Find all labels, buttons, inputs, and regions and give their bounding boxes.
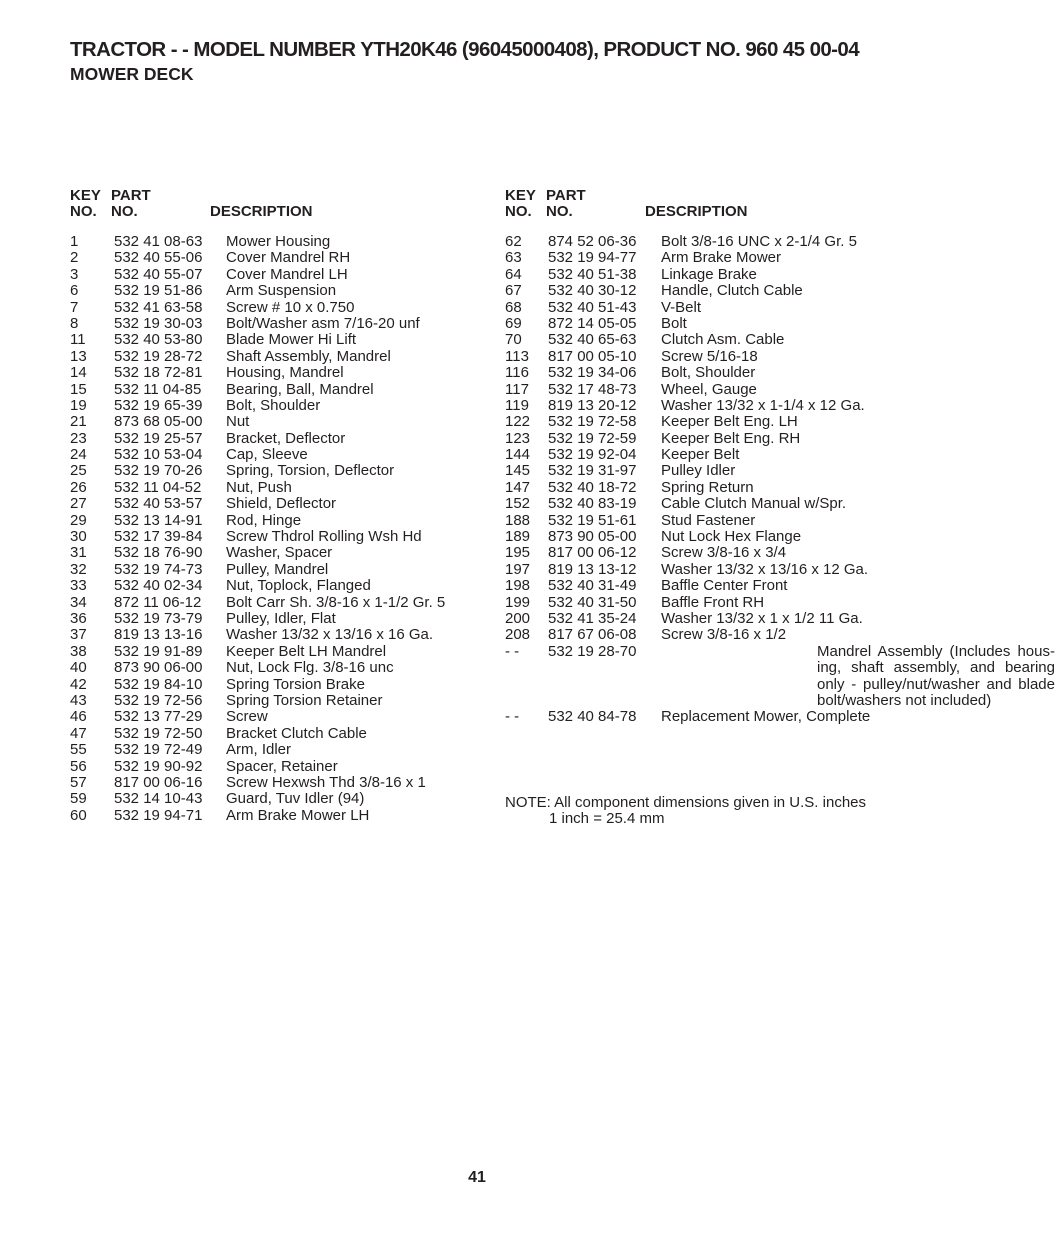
part-description: Arm, Idler [226,741,292,759]
key-number: 2 [70,249,79,267]
parts-row [505,611,905,627]
part-number: 817 00 06-12 [548,544,637,562]
parts-row [70,316,470,332]
key-number: 6 [70,282,79,300]
parts-row [505,250,905,266]
parts-row [70,726,470,742]
part-number: 532 19 90-92 [114,757,203,775]
part-description: Housing, Mandrel [226,364,344,382]
part-number: 819 13 13-16 [114,626,203,644]
part-number: 532 19 28-72 [114,347,203,365]
parts-row [505,267,905,283]
parts-row [70,513,470,529]
parts-list-right [505,187,1055,828]
part-number: 532 19 92-04 [548,446,637,464]
key-number: 199 [505,593,531,611]
dimensions-note [505,795,925,828]
parts-row [505,496,905,512]
description-header: DESCRIPTION [645,203,748,221]
parts-row [70,660,470,676]
part-number: 532 18 72-81 [114,364,203,382]
part-description: Spring Torsion Retainer [226,691,383,709]
key-number: 64 [505,265,522,283]
key-number: 47 [70,724,87,742]
part-number: 532 19 28-70 [548,642,637,660]
part-number: 532 40 55-06 [114,249,203,267]
parts-row [505,414,905,430]
part-description: Washer 13/32 x 13/16 x 16 Ga. [226,626,434,644]
key-number: 32 [70,560,87,578]
key-number: 36 [70,609,87,627]
part-number: 873 68 05-00 [114,413,203,431]
part-description: Nut [226,413,250,431]
part-number: 872 14 05-05 [548,314,637,332]
parts-row [70,480,470,496]
parts-row [505,300,905,316]
part-number: 532 19 94-77 [548,249,637,267]
part-number: 532 40 30-12 [548,282,637,300]
part-description: Spacer, Retainer [226,757,338,775]
parts-row [70,644,470,660]
parts-row [505,578,905,594]
parts-row [70,578,470,594]
part-number: 532 40 55-07 [114,265,203,283]
parts-row [70,447,470,463]
part-description: Pulley Idler [661,462,736,480]
part-number: 532 40 83-19 [548,495,637,513]
parts-row [70,562,470,578]
key-number: 26 [70,478,87,496]
key-number: 15 [70,380,87,398]
part-number: 532 17 39-84 [114,528,203,546]
key-number: 3 [70,265,79,283]
part-description: Arm Suspension [226,282,337,300]
part-description: Wheel, Gauge [661,380,757,398]
part-number: 532 19 31-97 [548,462,637,480]
parts-row [70,463,470,479]
parts-rows [505,233,1055,726]
key-number: 40 [70,659,87,677]
parts-row [70,300,470,316]
parts-row [505,283,905,299]
key-number: 60 [70,806,87,824]
part-number: 874 52 06-36 [548,233,637,250]
part-description: Clutch Asm. Cable [661,331,785,349]
parts-row [505,642,1055,710]
part-number: 532 40 53-57 [114,495,203,513]
part-description: Keeper Belt Eng. RH [661,429,801,447]
part-number: 532 19 25-57 [114,429,203,447]
part-header-line2: NO. [546,203,573,221]
parts-row [505,529,905,545]
parts-row [70,595,470,611]
parts-row [505,627,905,643]
key-number: 55 [70,741,87,759]
part-description: V-Belt [661,298,702,316]
key-header-line2: NO. [70,203,97,221]
key-number: 57 [70,773,87,791]
part-description: Bearing, Ball, Mandrel [226,380,374,398]
part-number: 532 40 65-63 [548,331,637,349]
key-number: 23 [70,429,87,447]
parts-row [70,709,470,725]
part-description: Washer 13/32 x 1 x 1/2 11 Ga. [661,609,863,627]
key-number: 69 [505,314,522,332]
part-number: 532 19 74-73 [114,560,203,578]
part-description: Screw [226,708,268,726]
part-number: 532 19 72-58 [548,413,637,431]
part-description: Stud Fastener [661,511,756,529]
part-number: 532 40 51-43 [548,298,637,316]
part-description: Screw # 10 x 0.750 [226,298,355,316]
part-description: Shield, Deflector [226,495,337,513]
key-number: 46 [70,708,87,726]
part-description: Keeper Belt LH Mandrel [226,642,387,660]
parts-row [70,759,470,775]
part-number: 532 19 51-61 [548,511,637,529]
parts-row [505,562,905,578]
part-description: Screw 3/8-16 x 3/4 [661,544,787,562]
key-number: 8 [70,314,79,332]
key-number: - - [505,642,520,660]
part-description: Replacement Mower, Complete [661,708,871,726]
parts-row [70,250,470,266]
part-description: Bolt, Shoulder [661,364,756,382]
part-number: 532 11 04-85 [114,380,202,398]
section-title: MOWER DECK [70,64,194,84]
parts-row [70,742,470,758]
part-number: 532 19 34-06 [548,364,637,382]
parts-row [70,414,470,430]
key-number: 198 [505,577,531,595]
part-number: 532 19 72-49 [114,741,203,759]
part-description: Bolt [661,314,687,332]
key-header-line2: NO. [505,203,532,221]
key-number: 145 [505,462,531,480]
part-number: 817 67 06-08 [548,626,637,644]
key-number: 188 [505,511,531,529]
parts-row [505,480,905,496]
part-number: 532 19 94-71 [114,806,203,824]
parts-row [505,513,905,529]
key-number: 42 [70,675,87,693]
parts-row [505,234,905,250]
parts-list-header [70,188,470,222]
part-number: 532 19 72-59 [548,429,637,447]
key-number: 34 [70,593,87,611]
part-number: 532 17 48-73 [548,380,637,398]
part-description: Bolt 3/8-16 UNC x 2-1/4 Gr. 5 [661,233,857,250]
key-number: 68 [505,298,522,316]
part-description: Cap, Sleeve [226,446,308,464]
part-description: Mandrel Assembly (Includes hous-ing, shaft assembly, and bearing only - pulley/nut/washer and blade bolt/washers not included) [817,642,1055,709]
parts-row [505,382,905,398]
part-description: Spring Return [661,478,754,496]
part-number: 873 90 06-00 [114,659,203,677]
part-number: 532 19 72-56 [114,691,203,709]
parts-row [505,398,905,414]
key-number: 29 [70,511,87,529]
part-number: 532 11 04-52 [114,478,202,496]
part-description: Bracket Clutch Cable [226,724,367,742]
key-number: 122 [505,413,531,431]
key-number: 1 [70,233,79,250]
parts-row [70,496,470,512]
part-number: 532 13 14-91 [114,511,203,529]
part-description: Baffle Center Front [661,577,788,595]
part-description: Bolt/Washer asm 7/16-20 unf [226,314,420,332]
parts-row [70,382,470,398]
key-number: 27 [70,495,87,513]
part-description: Mower Housing [226,233,331,250]
key-number: 37 [70,626,87,644]
parts-row [505,349,905,365]
parts-row [70,349,470,365]
part-number: 532 40 31-50 [548,593,637,611]
part-description: Cable Clutch Manual w/Spr. [661,495,847,513]
page-number: 41 [468,1169,486,1186]
part-number: 532 19 70-26 [114,462,203,480]
part-description: Linkage Brake [661,265,757,283]
key-number: 30 [70,528,87,546]
part-description: Nut, Push [226,478,292,496]
part-number: 532 19 84-10 [114,675,203,693]
part-description: Washer 13/32 x 13/16 x 12 Ga. [661,560,869,578]
part-description: Arm Brake Mower LH [226,806,370,824]
part-description: Shaft Assembly, Mandrel [226,347,391,365]
part-number: 532 40 51-38 [548,265,637,283]
part-description: Arm Brake Mower [661,249,782,267]
parts-row [70,398,470,414]
part-description: Screw Thdrol Rolling Wsh Hd [226,528,422,546]
part-number: 532 40 53-80 [114,331,203,349]
part-number: 532 40 84-78 [548,708,637,726]
part-number: 532 14 10-43 [114,790,203,808]
parts-row [505,316,905,332]
key-number: 62 [505,233,522,250]
key-number: 56 [70,757,87,775]
part-number: 817 00 05-10 [548,347,637,365]
parts-row [70,693,470,709]
key-number: 195 [505,544,531,562]
parts-row [70,611,470,627]
parts-row [70,677,470,693]
key-number: - - [505,708,520,726]
part-number: 817 00 06-16 [114,773,203,791]
part-number: 532 41 35-24 [548,609,637,627]
part-number: 819 13 20-12 [548,396,637,414]
key-number: 208 [505,626,531,644]
part-number: 532 13 77-29 [114,708,203,726]
key-number: 31 [70,544,87,562]
parts-row [505,595,905,611]
parts-list-left [70,188,470,824]
key-number: 113 [505,347,529,365]
part-number: 532 19 72-50 [114,724,203,742]
key-number: 13 [70,347,87,365]
parts-row [70,283,470,299]
parts-row [70,332,470,348]
part-number: 532 40 02-34 [114,577,203,595]
key-number: 43 [70,691,87,709]
key-number: 33 [70,577,87,595]
key-number: 189 [505,528,531,546]
parts-rows [70,234,470,824]
parts-row [505,447,905,463]
part-description: Bolt, Shoulder [226,396,321,414]
part-description: Spring, Torsion, Deflector [226,462,395,480]
parts-row [70,431,470,447]
key-number: 119 [505,396,529,414]
part-description: Cover Mandrel RH [226,249,351,267]
part-number: 872 11 06-12 [114,593,202,611]
page-title: TRACTOR - - MODEL NUMBER YTH20K46 (96045000408), PRODUCT NO. 960 45 00-04 [70,38,860,61]
key-number: 38 [70,642,87,660]
part-description: Screw Hexwsh Thd 3/8-16 x 1 [226,773,426,791]
key-number: 147 [505,478,531,496]
parts-row [505,463,905,479]
part-number: 873 90 05-00 [548,528,637,546]
parts-row [505,545,905,561]
parts-row [70,365,470,381]
part-description: Cover Mandrel LH [226,265,348,283]
part-description: Bolt Carr Sh. 3/8-16 x 1-1/2 Gr. 5 [226,593,446,611]
part-description: Nut, Lock Flg. 3/8-16 unc [226,659,394,677]
parts-row [70,808,470,824]
part-description: Pulley, Mandrel [226,560,329,578]
part-header-line2: NO. [111,203,138,221]
key-number: 117 [505,380,529,398]
key-number: 19 [70,396,87,414]
part-number: 532 19 65-39 [114,396,203,414]
part-description: Handle, Clutch Cable [661,282,803,300]
parts-row [505,332,905,348]
part-header-line1: PART [546,187,586,204]
parts-list-header [505,188,905,222]
key-number: 21 [70,413,87,431]
parts-row [70,529,470,545]
part-description: Washer, Spacer [226,544,333,562]
key-number: 197 [505,560,531,578]
key-number: 144 [505,446,531,464]
part-description: Nut, Toplock, Flanged [226,577,371,595]
part-description: Keeper Belt [661,446,740,464]
key-number: 11 [70,331,86,349]
key-number: 116 [505,364,529,382]
part-description: Rod, Hinge [226,511,302,529]
part-description: Spring Torsion Brake [226,675,365,693]
part-number: 532 41 63-58 [114,298,203,316]
parts-row [70,545,470,561]
part-number: 819 13 13-12 [548,560,637,578]
parts-row [70,627,470,643]
parts-row [70,775,470,791]
note-line: NOTE: All component dimensions given in U.S. inches [505,793,867,811]
key-number: 200 [505,609,531,627]
key-number: 67 [505,282,522,300]
key-number: 152 [505,495,531,513]
part-number: 532 19 91-89 [114,642,203,660]
key-number: 24 [70,446,87,464]
part-description: Guard, Tuv Idler (94) [226,790,365,808]
part-description: Pulley, Idler, Flat [226,609,336,627]
parts-row [505,709,905,725]
parts-row [70,791,470,807]
parts-row [70,234,470,250]
key-number: 63 [505,249,522,267]
description-header: DESCRIPTION [210,203,313,221]
part-description: Bracket, Deflector [226,429,346,447]
key-number: 59 [70,790,87,808]
part-number: 532 10 53-04 [114,446,203,464]
part-description: Screw 3/8-16 x 1/2 [661,626,787,644]
part-number: 532 41 08-63 [114,233,203,250]
key-number: 25 [70,462,87,480]
part-number: 532 19 51-86 [114,282,203,300]
part-number: 532 18 76-90 [114,544,203,562]
note-conversion: 1 inch = 25.4 mm [549,810,665,828]
parts-row [70,267,470,283]
key-header-line1: KEY [70,187,101,204]
key-number: 123 [505,429,531,447]
part-number: 532 19 73-79 [114,609,203,627]
key-header-line1: KEY [505,187,536,204]
part-description: Screw 5/16-18 [661,347,758,365]
parts-row [505,365,905,381]
part-header-line1: PART [111,187,151,204]
part-number: 532 40 18-72 [548,478,637,496]
part-description: Washer 13/32 x 1-1/4 x 12 Ga. [661,396,865,414]
part-description: Baffle Front RH [661,593,765,611]
parts-row [505,431,905,447]
key-number: 70 [505,331,522,349]
part-description: Blade Mower Hi Lift [226,331,357,349]
key-number: 7 [70,298,79,316]
part-number: 532 40 31-49 [548,577,637,595]
part-description: Keeper Belt Eng. LH [661,413,798,431]
part-number: 532 19 30-03 [114,314,203,332]
part-description: Nut Lock Hex Flange [661,528,802,546]
key-number: 14 [70,364,87,382]
